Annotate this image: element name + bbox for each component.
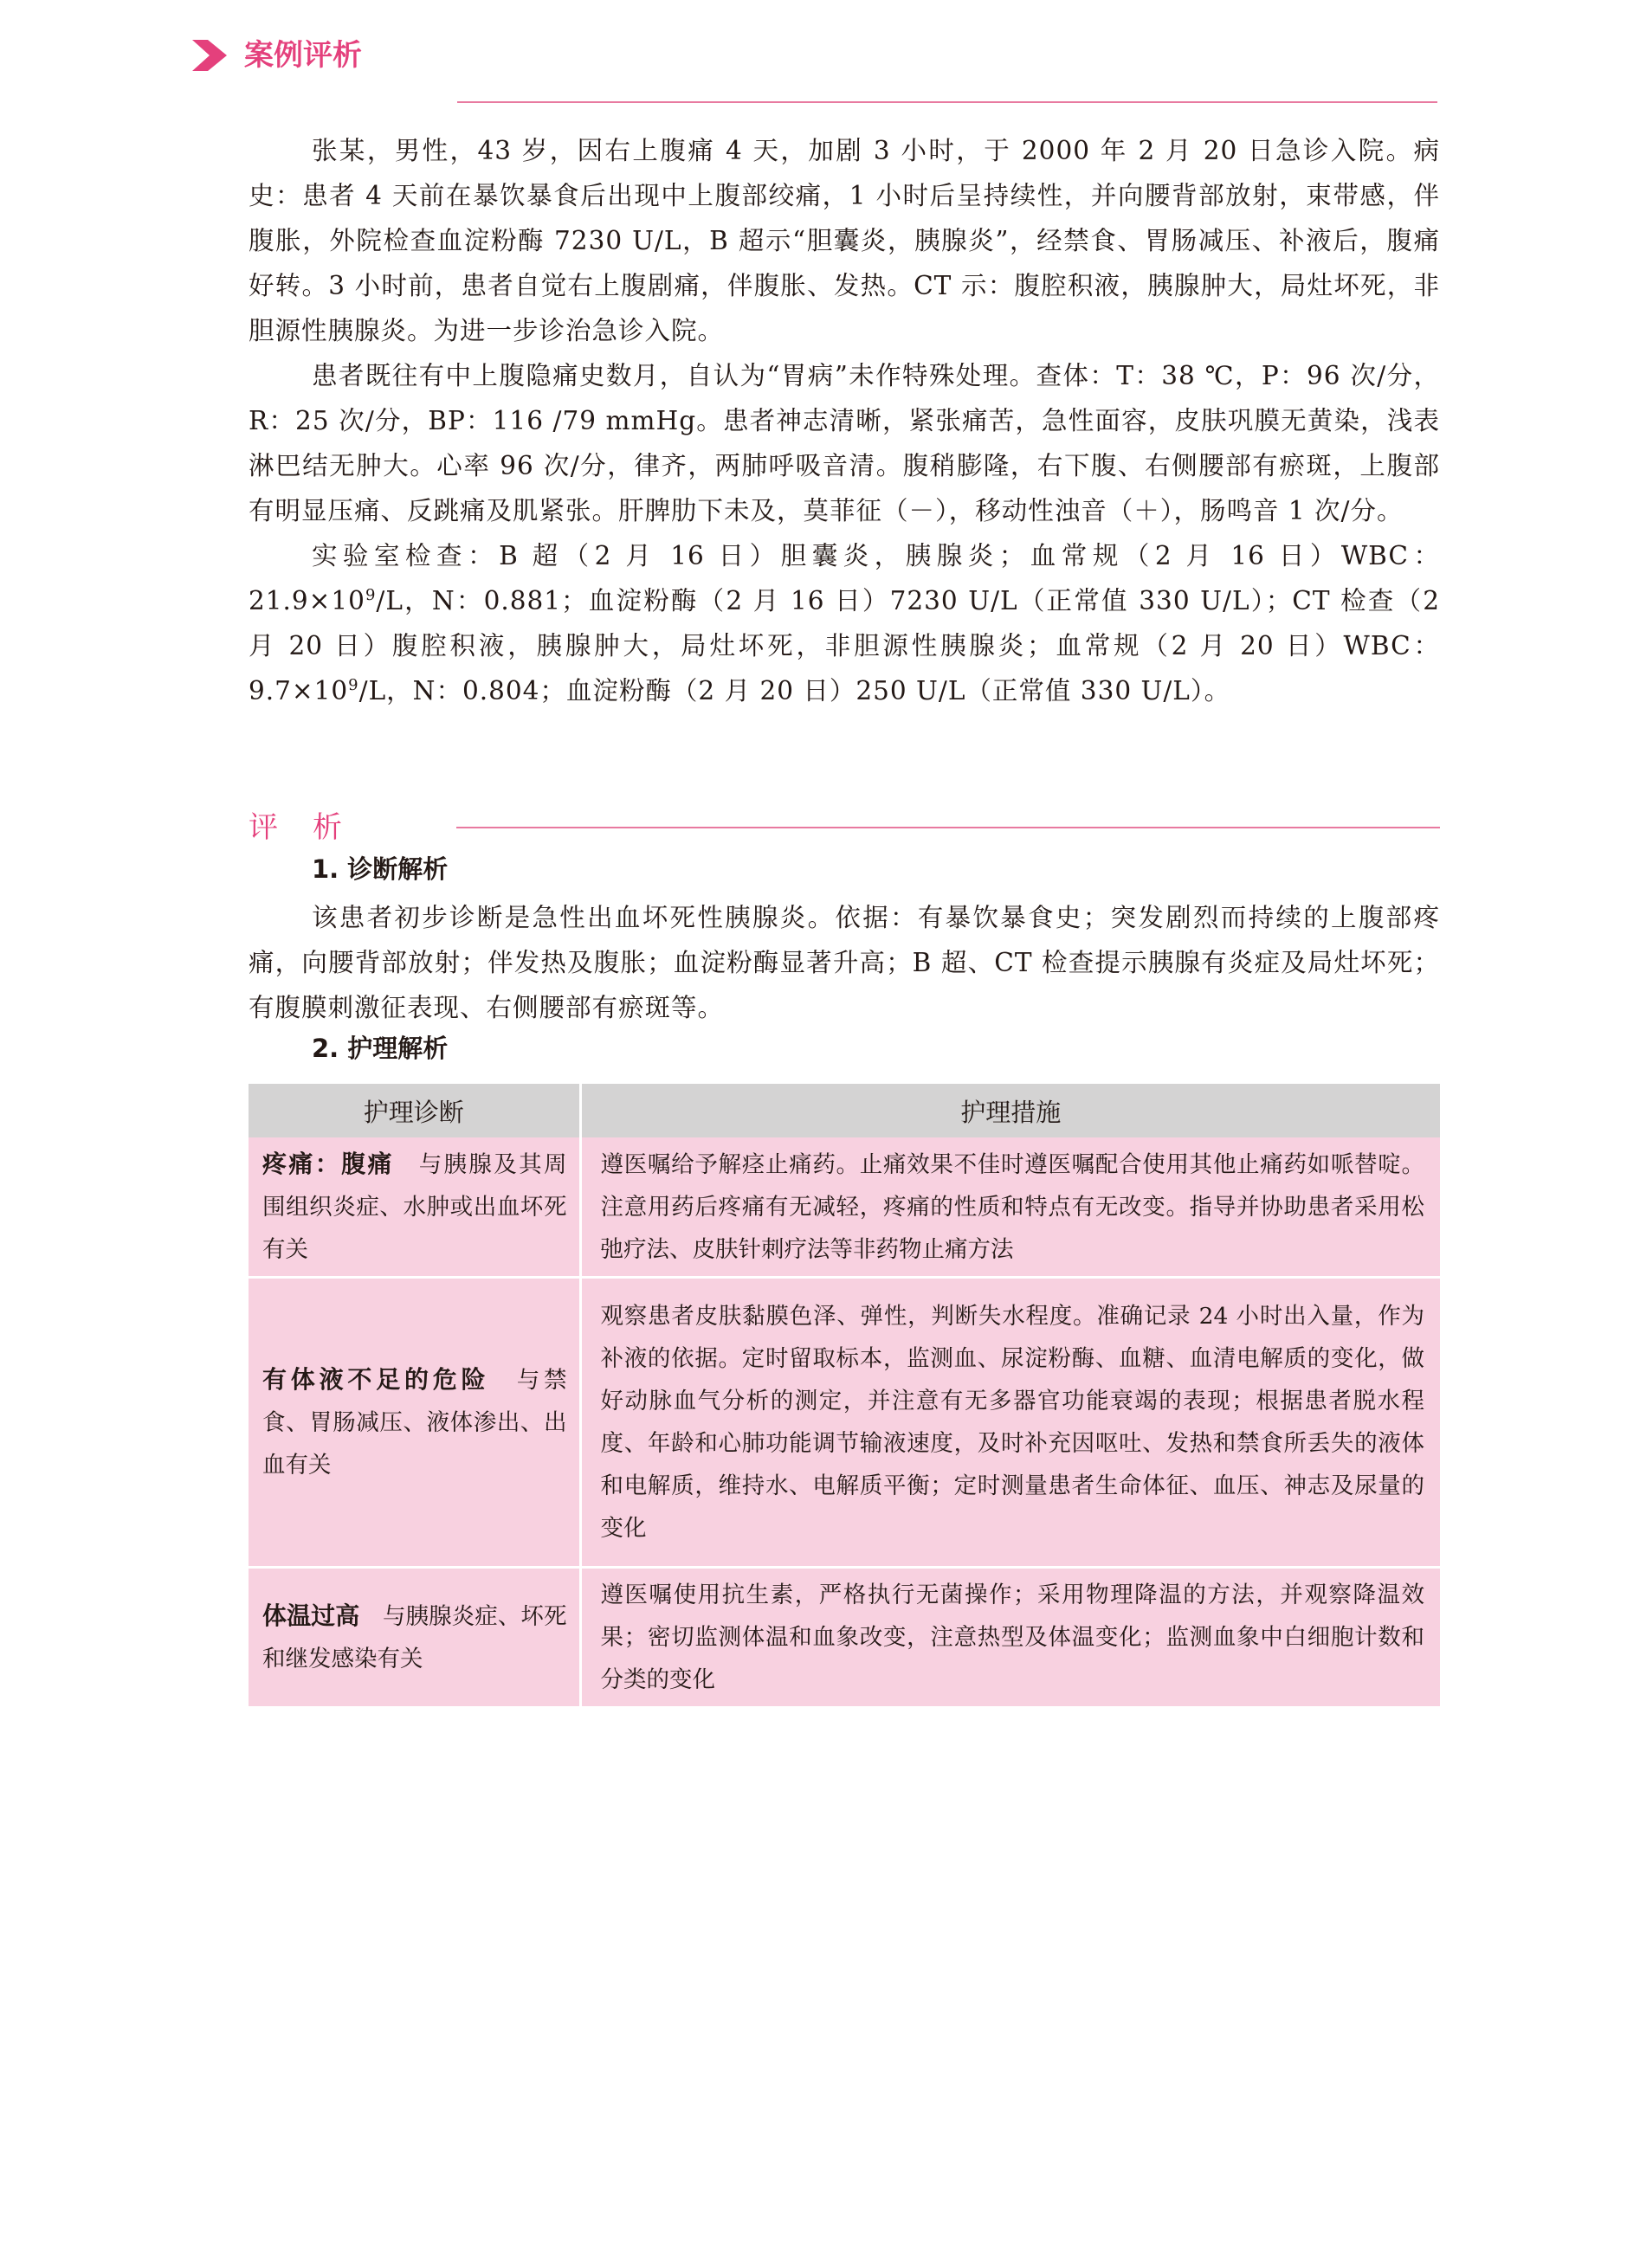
table-row [249,1278,1440,1568]
case-paragraph-exam: 患者既往有中上腹隐痛史数月，自认为“胃病”未作特殊处理。查体：T：38 ℃，P：96 次/分，R：25 次/分，BP：116 /79 mmHg。患者神志清晰，紧张痛苦，急性面容，皮肤巩膜无黄染，浅表淋巴结无肿大。心率 96 次/分，律齐，两肺呼吸音清。腹稍膨隆，右下腹、右侧腰部有瘀斑，上腹部有明显压痛、反跳痛及肌紧张。肝脾肋下未及，莫菲征（－），移动性浊音（＋），肠鸣音 1 次/分。 [249,361,1440,525]
diagnosis-name: 有体液不足的危险 [262,1365,490,1394]
diagnosis-subheading: 1. 诊断解析 [312,854,449,884]
diagnosis-paragraph: 该患者初步诊断是急性出血坏死性胰腺炎。依据：有暴饮暴食史；突发剧烈而持续的上腹部疼痛，向腰背部放射；伴发热及腹胀；血淀粉酶显著升高；B 超、CT 检查提示胰腺有炎症及局灶坏死；有腹膜刺激征表现、右侧腰部有瘀斑等。 [249,903,1440,1022]
column-header: 护理诊断 [249,1084,580,1137]
table-header-row [249,1084,1440,1137]
analysis-heading-label: 评析 [249,810,377,845]
nursing-diagnosis-cell [249,1568,580,1707]
exponent: 9 [348,676,359,695]
header-divider [457,101,1437,103]
diagnosis-analysis [249,895,1440,1030]
lab-text-part1: 实验室检查：B 超（2 月 16 日）胆囊炎，胰腺炎；血常规（2 月 16 日）WBC：21.9×10 [249,541,1440,615]
column-header: 护理措施 [580,1084,1440,1137]
diagnosis-name: 体温过高 [262,1601,360,1630]
section-title: 案例评析 [244,38,362,73]
nursing-table [249,1084,1440,1706]
lab-text-part3: /L，N：0.804；血淀粉酶（2 月 20 日）250 U/L（正常值 330 U/L）。 [358,676,1231,706]
diagnosis-name: 疼痛：腹痛 [262,1150,394,1178]
nursing-measures-cell: 观察患者皮肤黏膜色泽、弹性，判断失水程度。准确记录 24 小时出入量，作为补液的依据。定时留取标本，监测血、尿淀粉酶、血糖、血清电解质的变化，做好动脉血气分析的测定，并注意有无多器官功能衰竭的表现；根据患者脱水程度、年龄和心肺功能调节输液速度，及时补充因呕吐、发热和禁食所丢失的液体和电解质，维持水、电解质平衡；定时测量患者生命体征、血压、神志及尿量的变化 [580,1278,1440,1568]
nursing-subheading: 2. 护理解析 [312,1034,449,1063]
diagnosis-cause: 与禁食、胃肠减压、液体渗出、出血有关 [262,1367,567,1479]
nursing-measures-cell: 遵医嘱使用抗生素，严格执行无菌操作；采用物理降温的方法，并观察降温效果；密切监测体温和血象改变，注意热型及体温变化；监测血象中白细胞计数和分类的变化 [580,1568,1440,1707]
lab-text-part2: /L，N：0.881；血淀粉酶（2 月 16 日）7230 U/L（正常值 330 U/L）；CT 检查（2 月 20 日）腹腔积液，胰腺肿大，局灶坏死，非胆源性胰腺炎；血常规（2 月 20 日）WBC：9.7×10 [249,586,1440,706]
diagnosis-cause: 与胰腺炎症、坏死和继发感染有关 [262,1603,567,1672]
diagnosis-cause: 与胰腺及其周围组织炎症、水肿或出血坏死有关 [262,1151,567,1263]
nursing-measures-cell: 遵医嘱给予解痉止痛药。止痛效果不佳时遵医嘱配合使用其他止痛药如哌替啶。注意用药后疼痛有无减轻，疼痛的性质和特点有无改变。指导并协助患者采用松弛疗法、皮肤针刺疗法等非药物止痛方法 [580,1137,1440,1278]
table-row [249,1137,1440,1278]
table-row [249,1568,1440,1707]
case-description [249,128,1440,713]
nursing-diagnosis-cell [249,1278,580,1568]
case-paragraph-lab [249,533,1440,713]
nursing-diagnosis-cell [249,1137,580,1278]
case-paragraph-history: 张某，男性，43 岁，因右上腹痛 4 天，加剧 3 小时，于 2000 年 2 月 20 日急诊入院。病史：患者 4 天前在暴饮暴食后出现中上腹部绞痛，1 小时后呈持续性，并向腰背部放射，束带感，伴腹胀，外院检查血淀粉酶 7230 U/L，B 超示“胆囊炎，胰腺炎”，经禁食、胃肠减压、补液后，腹痛好转。3 小时前，患者自觉右上腹剧痛，伴腹胀、发热。CT 示：腹腔积液，胰腺肿大，局灶坏死，非胆源性胰腺炎。为进一步诊治急诊入院。 [249,136,1440,345]
analysis-heading [249,805,1440,850]
chevron-right-icon [190,36,229,74]
exponent: 9 [365,586,377,605]
analysis-divider [456,827,1440,828]
